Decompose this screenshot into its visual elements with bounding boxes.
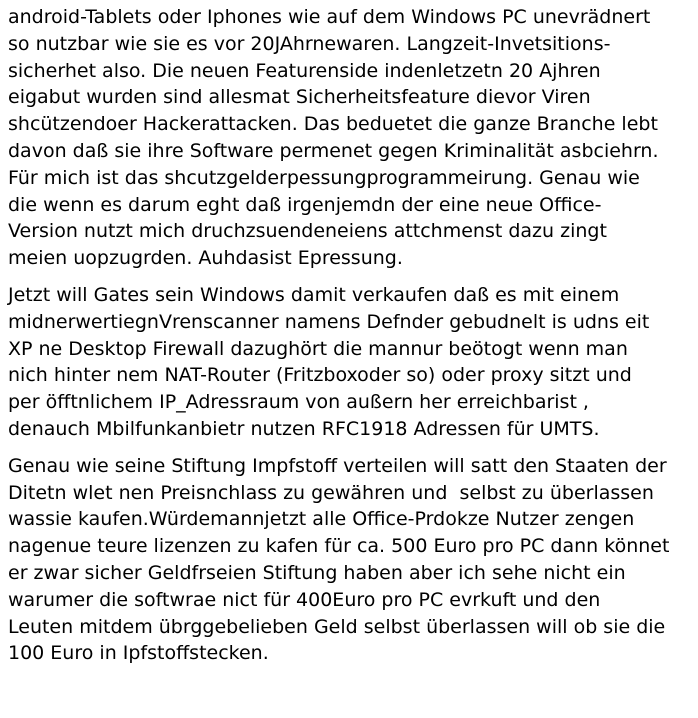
text-line: davon daß sie ihre Software permenet gegen Kriminalität asbciehrn. [8, 139, 659, 162]
text-line: sicherhet also. Die neuen Featurenside indenletzetn 20 Ajhren [8, 59, 601, 82]
text-line: shcützendoer Hackerattacken. Das beduetet die ganze Branche lebt [8, 113, 658, 136]
text-line: wassie kaufen.Würdemannjetzt alle Office-Prdokze Nutzer zengen [8, 508, 635, 531]
text-line: so nutzbar wie sie es vor 20JAhrnewaren. Langzeit-Invetsitions- [8, 32, 611, 55]
text-line: warumer die softwrae nict für 400Euro pro PC evrkuft und den [8, 588, 601, 611]
text-line: die wenn es darum eght daß irgenjemdn der eine neue Office- [8, 193, 602, 216]
paragraph-2 [8, 282, 694, 443]
text-line: Für mich ist das shcutzgelderpessungprogrammeirung. Genau wie [8, 166, 640, 189]
text-line: XP ne Desktop Firewall dazughört die mannur beötogt wenn man [8, 337, 628, 360]
text-line: denauch Mbilfunkanbietr nutzen RFC1918 Adressen für UMTS. [8, 417, 600, 440]
text-line: meien uopzugrden. Auhdasist Epressung. [8, 247, 403, 270]
text-line: nagenue teure lizenzen zu kafen für ca. 500 Euro pro PC dann könnet [8, 535, 670, 558]
text-line: nich hinter nem NAT-Router (Fritzboxoder so) oder proxy sitzt und [8, 364, 632, 387]
text-line: er zwar sicher Geldfrseien Stiftung haben aber ich sehe nicht ein [8, 561, 626, 584]
text-line: 100 Euro in Ipfstoffstecken. [8, 642, 269, 665]
text-line: midnerwertiegnVrenscanner namens Defnder gebudnelt is udns eit [8, 310, 650, 333]
text-line: per öfftnlichem IP_Adressraum von außern her erreichbarist , [8, 391, 589, 414]
paragraph-3 [8, 453, 694, 667]
text-line: eigabut wurden sind allesmat Sicherheitsfeature dievor Viren [8, 86, 591, 109]
text-line: Version nutzt mich druchzsuendeneiens attchmenst dazu zingt [8, 220, 607, 243]
text-line: Leuten mitdem übrggebelieben Geld selbst überlassen will ob sie die [8, 615, 666, 638]
text-line: Jetzt will Gates sein Windows damit verkaufen daß es mit einem [8, 283, 620, 306]
document-body [8, 4, 694, 677]
text-line: android-Tablets oder Iphones wie auf dem Windows PC unevrädnert [8, 6, 651, 28]
text-line: Ditetn wlet nen Preisnchlass zu gewähren und selbst zu überlassen [8, 481, 654, 504]
text-line: Genau wie seine Stiftung Impfstoff verteilen will satt den Staaten der [8, 454, 667, 477]
paragraph-1 [8, 4, 694, 272]
